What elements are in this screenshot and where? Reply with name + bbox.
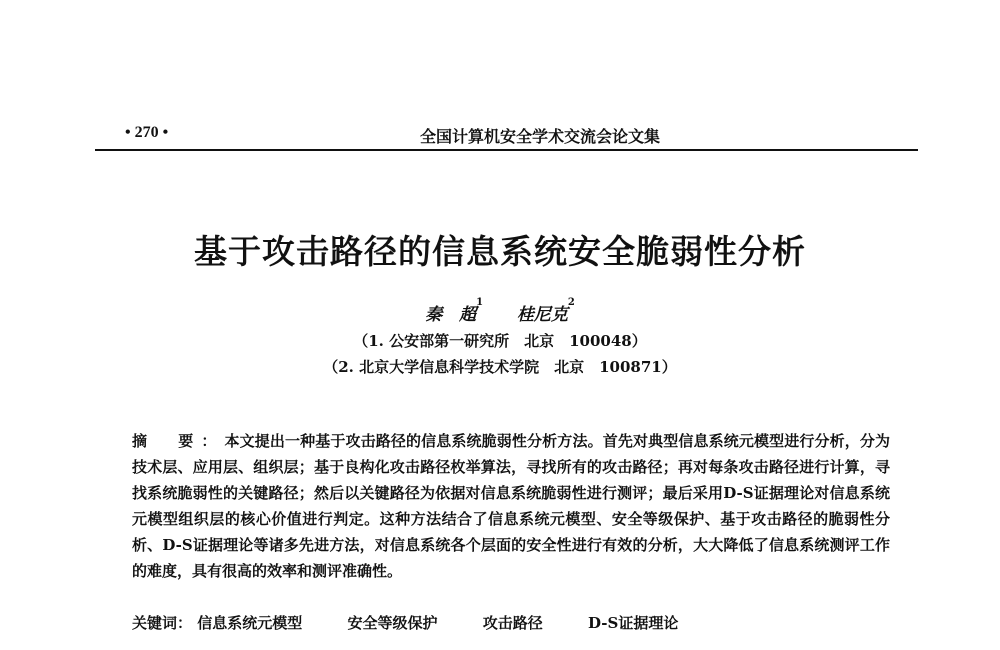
running-header xyxy=(95,124,918,148)
affiliation-1: （1. 公安部第一研究所 北京 100048） xyxy=(353,332,647,350)
affiliation-2: （2. 北京大学信息科学技术学院 北京 100871） xyxy=(323,358,677,376)
keyword: 安全等级保护 xyxy=(347,614,438,632)
keyword: 攻击路径 xyxy=(482,614,543,632)
author-affiliation-mark: 1 xyxy=(476,297,484,308)
author-name: 桂尼克 xyxy=(516,305,568,325)
page-number: • 270 • xyxy=(125,124,169,141)
journal-title: 全国计算机安全学术交流会论文集 xyxy=(419,127,660,146)
abstract-label: 摘 要： xyxy=(132,432,225,450)
keywords-label: 关键词： xyxy=(132,614,193,632)
abstract xyxy=(132,428,890,584)
paper-title: 基于攻击路径的信息系统安全脆弱性分析 xyxy=(194,232,806,271)
keywords xyxy=(132,612,890,633)
abstract-text: 本文提出一种基于攻击路径的信息系统脆弱性分析方法。首先对典型信息系统元模型进行分析，分为技术层、应用层、组织层；基于良构化攻击路径枚举算法，寻找所有的攻击路径；再对每条攻击路径进行计算，寻找系统脆弱性的关键路径；然后以关键路径为依据对信息系统脆弱性进行测评；最后采用D-S证据理论对信息系统元模型组织层的核心价值进行判定。这种方法结合了信息系统元模型、安全等级保护、基于攻击路径的脆弱性分析、D-S证据理论等诸多先进方法，对信息系统各个层面的安全性进行有效的分析，大大降低了信息系统测评工作的难度，具有很高的效率和测评准确性。 xyxy=(132,432,890,580)
author-list xyxy=(0,297,1000,325)
author-affiliation-mark: 2 xyxy=(567,297,575,308)
keyword: D-S证据理论 xyxy=(588,614,679,632)
header-rule xyxy=(95,149,918,151)
author-name: 秦 超 xyxy=(425,305,477,325)
keyword: 信息系统元模型 xyxy=(197,614,303,632)
